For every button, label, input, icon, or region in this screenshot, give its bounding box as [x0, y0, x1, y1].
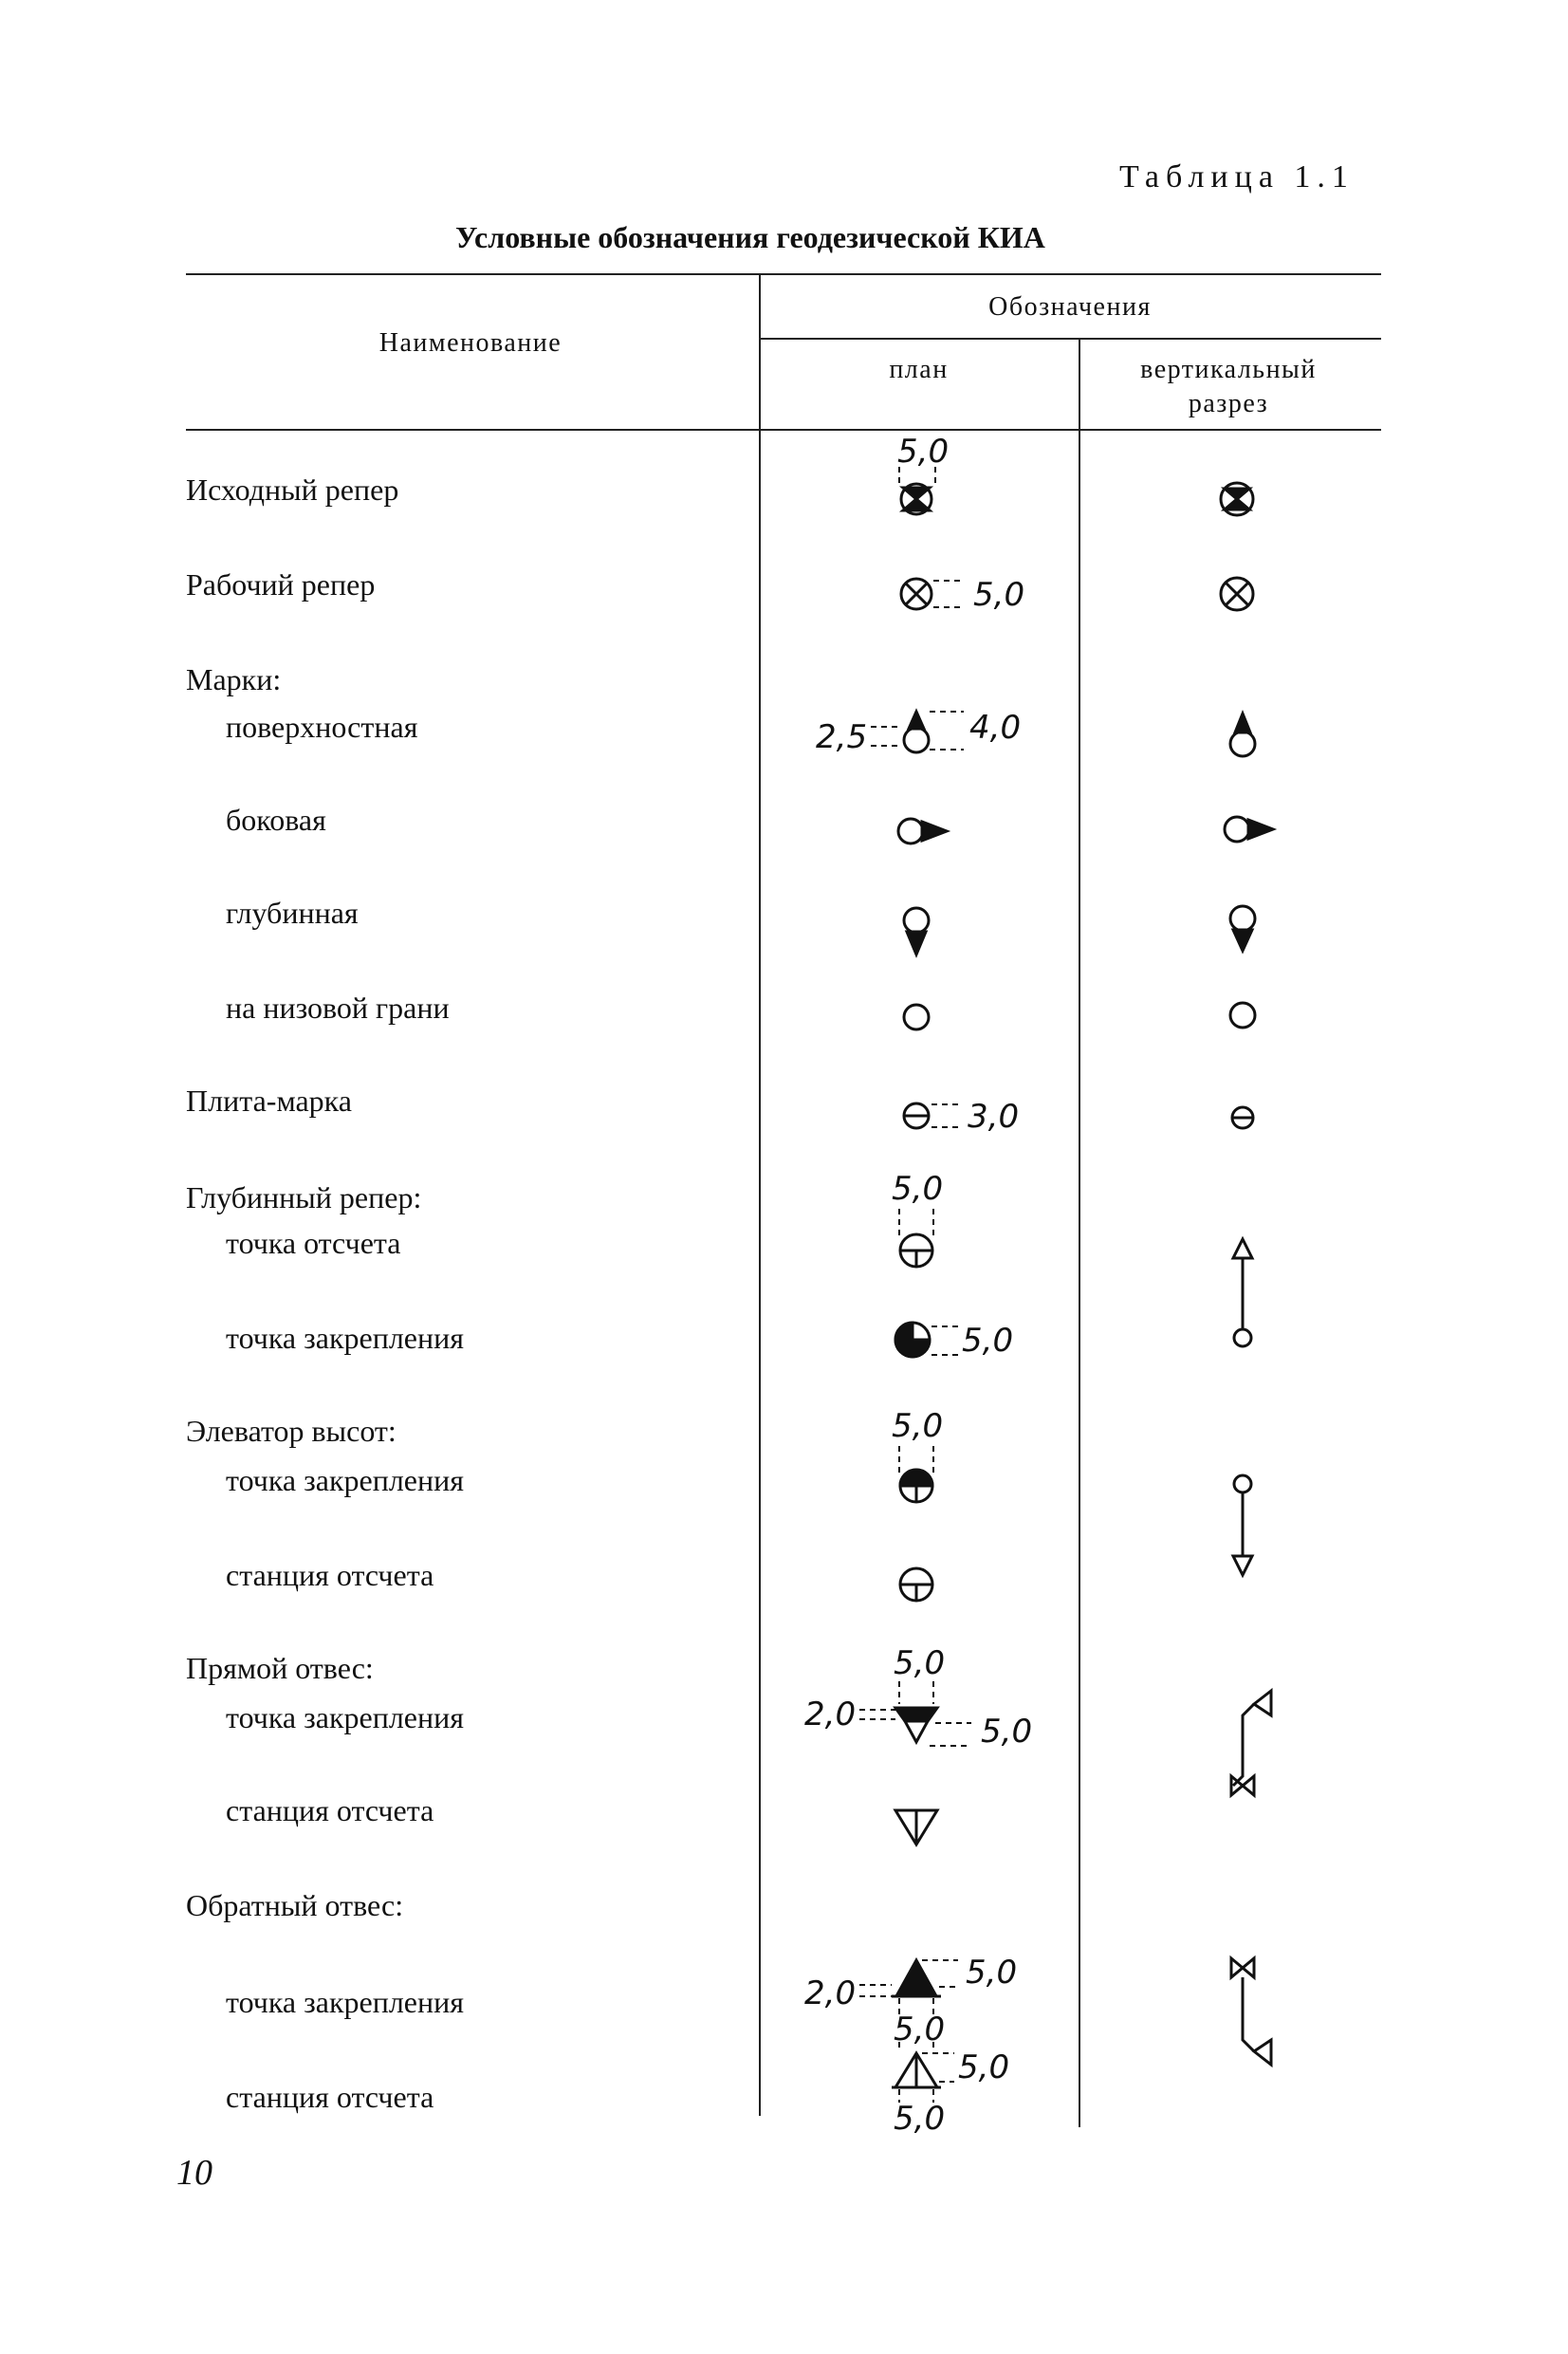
dim-label: 3,0: [968, 1098, 1020, 1136]
direct-plumb-anchor-plan-icon: [804, 1644, 1032, 1751]
row-label-plate-mark: Плита-марка: [186, 1084, 352, 1118]
row-label-downstream-face-mark: на низовой грани: [226, 991, 450, 1025]
dim-label: 5,0: [894, 2100, 946, 2138]
row-label-working-benchmark: Рабочий репер: [186, 567, 376, 602]
elevator-section-icon: [1233, 1475, 1252, 1575]
row-label-anchor-point-4: точка закрепления: [226, 1985, 464, 2019]
row-label-anchor-point-2: точка закрепления: [226, 1463, 464, 1497]
header-symbols: Обозначения: [988, 292, 1152, 322]
page-number: 10: [176, 2153, 212, 2193]
dim-label: 5,0: [958, 2048, 1010, 2086]
inverted-plumb-section-icon: [1231, 1958, 1271, 2065]
row-label-reading-station-3: станция отсчета: [226, 2080, 434, 2114]
dim-label: 5,0: [981, 1713, 1033, 1751]
header-name: Наименование: [378, 328, 563, 358]
elevator-station-plan-icon: [900, 1568, 932, 1601]
row-label-deep-mark: глубинная: [226, 896, 359, 930]
row-label-reading-point-1: точка отсчета: [226, 1226, 401, 1260]
plate-mark-section-icon: [1232, 1107, 1253, 1128]
downstream-mark-plan-icon: [904, 1005, 929, 1029]
table-title: Условные обозначения геодезической КИА: [455, 220, 1045, 254]
row-label-initial-benchmark: Исходный репер: [186, 473, 399, 507]
initial-benchmark-plan-icon: [897, 433, 949, 514]
row-label-direct-plumb: Прямой отвес:: [186, 1651, 374, 1685]
elevator-anchor-plan-icon: [892, 1407, 943, 1502]
initial-benchmark-section-icon: [1221, 483, 1253, 515]
row-label-inverted-plumb: Обратный отвес:: [186, 1888, 404, 1922]
deep-benchmark-reading-plan-icon: [892, 1170, 943, 1267]
surface-mark-section-icon: [1230, 714, 1255, 756]
inverted-plumb-anchor-plan-icon: [804, 1954, 1017, 2048]
dim-label: 5,0: [892, 1407, 944, 1445]
row-label-reading-station-2: станция отсчета: [226, 1793, 434, 1827]
row-label-side-mark: боковая: [226, 803, 326, 837]
dim-label: 5,0: [973, 576, 1025, 614]
dim-label: 5,0: [894, 2011, 946, 2048]
dim-label: 2,0: [804, 1696, 857, 1733]
row-label-anchor-point-1: точка закрепления: [226, 1321, 464, 1355]
row-label-height-elevator: Элеватор высот:: [186, 1414, 397, 1448]
deep-benchmark-section-icon: [1233, 1239, 1252, 1346]
deep-benchmark-anchor-plan-icon: [895, 1322, 1013, 1360]
surface-mark-plan-icon: [816, 709, 1021, 756]
inverted-plumb-station-plan-icon: [892, 2042, 1009, 2138]
row-label-reading-station-1: станция отсчета: [226, 1558, 434, 1592]
dim-label: 5,0: [966, 1954, 1018, 1992]
working-benchmark-section-icon: [1221, 578, 1253, 610]
dim-label: 5,0: [897, 433, 950, 471]
dim-label: 2,5: [816, 718, 868, 756]
dim-label: 5,0: [894, 1644, 946, 1682]
direct-plumb-station-plan-icon: [895, 1810, 937, 1844]
deep-mark-plan-icon: [904, 908, 929, 955]
table-caption: Таблица 1.1: [1119, 159, 1355, 195]
direct-plumb-section-icon: [1231, 1691, 1271, 1795]
dim-label: 2,0: [804, 1974, 857, 2012]
row-label-surface-mark: поверхностная: [226, 710, 418, 744]
deep-mark-section-icon: [1230, 906, 1255, 951]
working-benchmark-plan-icon: [901, 576, 1024, 614]
side-mark-section-icon: [1225, 817, 1273, 842]
row-label-anchor-point-3: точка закрепления: [226, 1700, 464, 1734]
dim-label: 5,0: [892, 1170, 944, 1208]
dim-label: 4,0: [969, 709, 1022, 747]
side-mark-plan-icon: [898, 819, 947, 843]
downstream-mark-section-icon: [1230, 1003, 1255, 1028]
row-label-marks: Марки:: [186, 662, 282, 696]
row-label-deep-benchmark: Глубинный репер:: [186, 1180, 422, 1214]
header-plan: план: [889, 355, 949, 384]
dim-label: 5,0: [962, 1322, 1014, 1360]
plate-mark-plan-icon: [904, 1098, 1019, 1136]
header-vertical: вертикальный разрез: [1140, 355, 1317, 418]
